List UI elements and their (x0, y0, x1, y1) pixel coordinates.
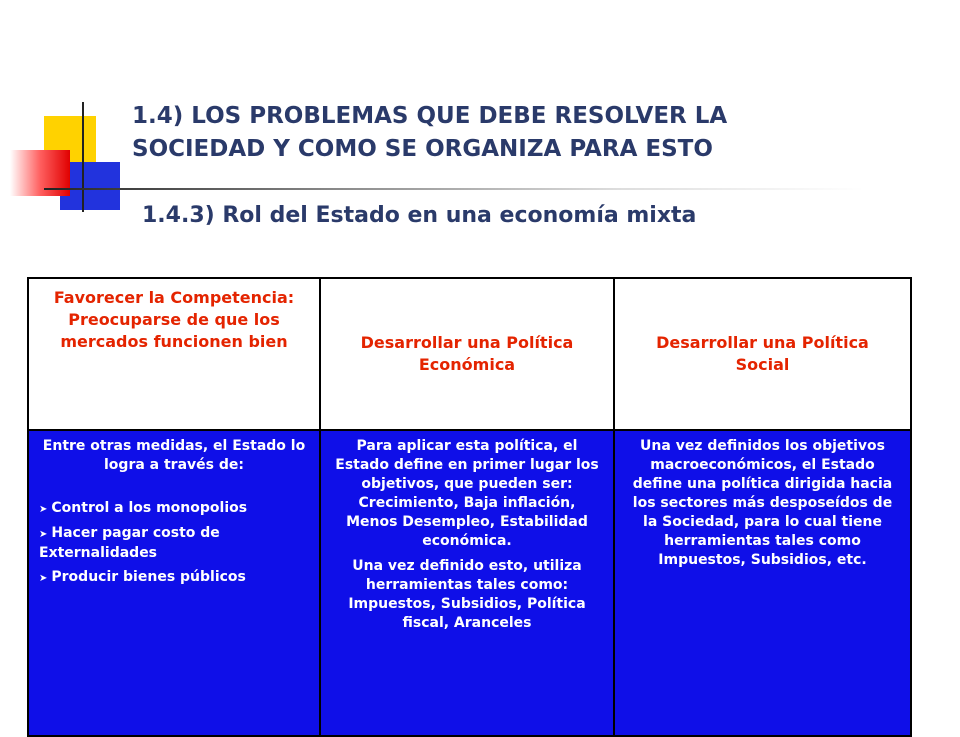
slide-subtitle: 1.4.3) Rol del Estado en una economía mixta (142, 203, 697, 228)
economica-paragraph-1: Para aplicar esta política, el Estado define en primer lugar los objetivos, que pueden ser: Crecimiento, Baja inflación, Menos Desempleo, Estabilidad económica. (335, 438, 599, 549)
header-competencia: Favorecer la Competencia: Preocuparse de que los mercados funcionen bien (29, 279, 321, 431)
arrowhead-bullet-icon: ➤ (39, 504, 48, 515)
bullet-text: Control a los monopolios (51, 500, 248, 516)
title-line-1: 1.4) LOS PROBLEMAS QUE DEBE RESOLVER LA (132, 103, 728, 129)
body-politica-economica (321, 431, 615, 735)
arrowhead-bullet-icon: ➤ (39, 573, 48, 584)
title-line-2: SOCIEDAD Y COMO SE ORGANIZA PARA ESTO (132, 136, 713, 162)
decorative-logo (0, 0, 140, 230)
social-paragraph-1: Una vez definidos los objetivos macroeconómicos, el Estado define una política dirigida hacia los sectores más desposeídos de la Sociedad, para lo cual tiene herramientas tales como Impuestos, Subsidios, etc. (632, 438, 893, 568)
header-politica-economica: Desarrollar una Política Económica (321, 279, 615, 431)
arrowhead-bullet-icon: ➤ (39, 529, 48, 540)
bullet-text: Hacer pagar costo de Externalidades (39, 525, 220, 561)
slide-title (132, 100, 892, 166)
body-politica-social (615, 431, 910, 735)
list-item (39, 524, 309, 563)
roles-table (27, 277, 912, 737)
list-item (39, 568, 309, 588)
title-underline-decoration (44, 188, 864, 190)
vertical-rule-decoration (82, 102, 84, 212)
list-item (39, 499, 309, 519)
bullet-text: Producir bienes públicos (51, 569, 246, 585)
economica-paragraph-2: Una vez definido esto, utiliza herramientas tales como: Impuestos, Subsidios, Política fiscal, Aranceles (348, 558, 586, 631)
body-competencia (29, 431, 321, 735)
header-politica-social: Desarrollar una Política Social (615, 279, 910, 431)
competencia-intro: Entre otras medidas, el Estado lo logra a través de: (42, 438, 306, 473)
